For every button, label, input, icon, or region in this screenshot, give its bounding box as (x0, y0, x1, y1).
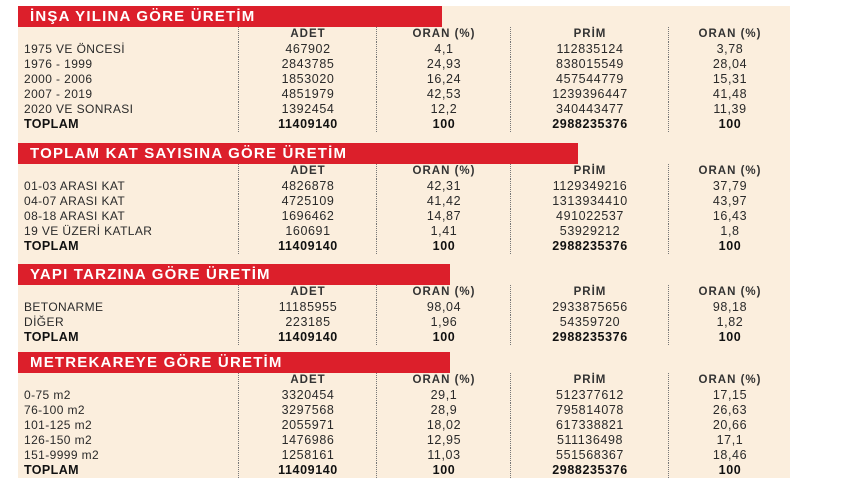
adet-value: 1476986 (281, 433, 335, 447)
row-label: TOPLAM (24, 330, 79, 344)
row-label: TOPLAM (24, 117, 79, 131)
oran-adet-value: 100 (432, 330, 456, 344)
adet-value: 4851979 (281, 87, 335, 101)
oran-prim-value: 17,1 (716, 433, 744, 447)
row-label: 2000 - 2006 (24, 72, 93, 86)
oran-adet-value: 4,1 (434, 42, 454, 56)
oran-adet-value: 11,03 (427, 448, 461, 462)
statistics-panel (18, 6, 790, 478)
oran-adet-value: 28,9 (430, 403, 458, 417)
header-oran-adet: ORAN (%) (412, 286, 476, 298)
table-row (18, 300, 790, 315)
adet-value: 1392454 (281, 102, 335, 116)
oran-prim-value: 18,46 (712, 448, 748, 462)
prim-value: 1313934410 (552, 194, 628, 208)
adet-value: 11409140 (278, 117, 338, 131)
row-label: 2007 - 2019 (24, 87, 93, 101)
oran-adet-value: 16,24 (426, 72, 462, 86)
oran-adet-value: 100 (432, 239, 456, 253)
oran-prim-value: 100 (718, 239, 742, 253)
row-label: 0-75 m2 (24, 388, 71, 402)
header-oran-adet: ORAN (%) (412, 28, 476, 40)
header-prim: PRİM (573, 28, 607, 40)
oran-adet-value: 1,41 (430, 224, 458, 238)
prim-value: 2933875656 (552, 300, 628, 314)
total-row (18, 330, 790, 345)
oran-adet-value: 12,2 (430, 102, 458, 116)
table-header (18, 164, 790, 179)
adet-value: 3320454 (281, 388, 335, 402)
header-adet: ADET (290, 286, 326, 298)
prim-value: 617338821 (556, 418, 624, 432)
oran-prim-value: 98,18 (712, 300, 748, 314)
adet-value: 1258161 (281, 448, 335, 462)
section-title: TOPLAM KAT SAYISINA GÖRE ÜRETİM (18, 143, 578, 164)
adet-value: 3297568 (281, 403, 335, 417)
table-row (18, 87, 790, 102)
header-oran-adet: ORAN (%) (412, 374, 476, 386)
header-prim: PRİM (573, 374, 607, 386)
table-row (18, 102, 790, 117)
table-row (18, 315, 790, 330)
prim-value: 2988235376 (552, 330, 628, 344)
row-label: DİĞER (24, 315, 65, 329)
header-oran-adet: ORAN (%) (412, 165, 476, 177)
prim-value: 551568367 (556, 448, 624, 462)
prim-value: 795814078 (556, 403, 624, 417)
oran-prim-value: 100 (718, 330, 742, 344)
prim-value: 340443477 (556, 102, 624, 116)
section-title: YAPI TARZINA GÖRE ÜRETİM (18, 264, 450, 285)
oran-prim-value: 100 (718, 117, 742, 131)
header-prim: PRİM (573, 165, 607, 177)
header-adet: ADET (290, 374, 326, 386)
oran-adet-value: 24,93 (426, 57, 462, 71)
header-oran-prim: ORAN (%) (698, 28, 762, 40)
oran-adet-value: 12,95 (426, 433, 462, 447)
oran-prim-value: 11,39 (713, 102, 747, 116)
prim-value: 2988235376 (552, 463, 628, 477)
oran-adet-value: 1,96 (430, 315, 458, 329)
header-adet: ADET (290, 165, 326, 177)
row-label: 76-100 m2 (24, 403, 85, 417)
adet-value: 4826878 (281, 179, 335, 193)
oran-prim-value: 3,78 (716, 42, 744, 56)
prim-value: 511136498 (556, 433, 624, 447)
row-label: 151-9999 m2 (24, 448, 100, 462)
adet-value: 223185 (285, 315, 331, 329)
oran-prim-value: 1,8 (720, 224, 740, 238)
oran-prim-value: 17,15 (712, 388, 748, 402)
total-row (18, 117, 790, 132)
table-row (18, 403, 790, 418)
adet-value: 2055971 (281, 418, 335, 432)
oran-prim-value: 26,63 (712, 403, 748, 417)
row-label: TOPLAM (24, 463, 79, 477)
prim-value: 112835124 (556, 42, 624, 56)
row-label: 04-07 ARASI KAT (24, 194, 126, 208)
oran-prim-value: 20,66 (712, 418, 748, 432)
table-row (18, 433, 790, 448)
row-label: TOPLAM (24, 239, 79, 253)
row-label: 101-125 m2 (24, 418, 93, 432)
table-header (18, 285, 790, 300)
header-prim: PRİM (573, 286, 607, 298)
header-oran-prim: ORAN (%) (698, 286, 762, 298)
row-label: 08-18 ARASI KAT (24, 209, 126, 223)
prim-value: 2988235376 (552, 117, 628, 131)
adet-value: 467902 (285, 42, 331, 56)
oran-prim-value: 28,04 (712, 57, 748, 71)
table-row (18, 194, 790, 209)
oran-adet-value: 98,04 (426, 300, 462, 314)
oran-prim-value: 43,97 (712, 194, 748, 208)
row-label: BETONARME (24, 300, 104, 314)
adet-value: 160691 (285, 224, 331, 238)
header-oran-prim: ORAN (%) (698, 374, 762, 386)
prim-value: 53929212 (559, 224, 621, 238)
prim-value: 457544779 (556, 72, 624, 86)
prim-value: 54359720 (559, 315, 621, 329)
oran-adet-value: 29,1 (430, 388, 458, 402)
table-row (18, 224, 790, 239)
table-row (18, 179, 790, 194)
prim-value: 491022537 (556, 209, 624, 223)
oran-adet-value: 42,31 (426, 179, 462, 193)
prim-value: 1239396447 (552, 87, 628, 101)
row-label: 2020 VE SONRASI (24, 102, 134, 116)
header-adet: ADET (290, 28, 326, 40)
table-row (18, 388, 790, 403)
table-row (18, 57, 790, 72)
oran-prim-value: 37,79 (712, 179, 748, 193)
adet-value: 11409140 (278, 463, 338, 477)
adet-value: 11409140 (278, 330, 338, 344)
row-label: 1976 - 1999 (24, 57, 93, 71)
oran-prim-value: 41,48 (712, 87, 748, 101)
table-row (18, 72, 790, 87)
oran-prim-value: 15,31 (712, 72, 748, 86)
adet-value: 2843785 (281, 57, 335, 71)
table-row (18, 448, 790, 463)
table-row (18, 209, 790, 224)
table-header (18, 27, 790, 42)
oran-prim-value: 100 (718, 463, 742, 477)
table-row (18, 418, 790, 433)
row-label: 01-03 ARASI KAT (24, 179, 126, 193)
row-label: 19 VE ÜZERİ KATLAR (24, 224, 153, 238)
oran-adet-value: 14,87 (426, 209, 462, 223)
oran-adet-value: 42,53 (426, 87, 462, 101)
adet-value: 11409140 (278, 239, 338, 253)
oran-adet-value: 100 (432, 117, 456, 131)
prim-value: 838015549 (556, 57, 624, 71)
oran-prim-value: 1,82 (716, 315, 744, 329)
oran-prim-value: 16,43 (712, 209, 748, 223)
adet-value: 11185955 (278, 300, 338, 314)
header-oran-prim: ORAN (%) (698, 165, 762, 177)
prim-value: 512377612 (556, 388, 624, 402)
row-label: 1975 VE ÖNCESİ (24, 42, 125, 56)
oran-adet-value: 18,02 (426, 418, 462, 432)
total-row (18, 463, 790, 478)
prim-value: 1129349216 (552, 179, 628, 193)
total-row (18, 239, 790, 254)
oran-adet-value: 100 (432, 463, 456, 477)
section-title: İNŞA YILINA GÖRE ÜRETİM (18, 6, 442, 27)
prim-value: 2988235376 (552, 239, 628, 253)
oran-adet-value: 41,42 (426, 194, 462, 208)
row-label: 126-150 m2 (24, 433, 93, 447)
table-row (18, 42, 790, 57)
adet-value: 4725109 (281, 194, 335, 208)
table-header (18, 373, 790, 388)
adet-value: 1853020 (281, 72, 335, 86)
adet-value: 1696462 (281, 209, 335, 223)
section-title: METREKAREYE GÖRE ÜRETİM (18, 352, 450, 373)
